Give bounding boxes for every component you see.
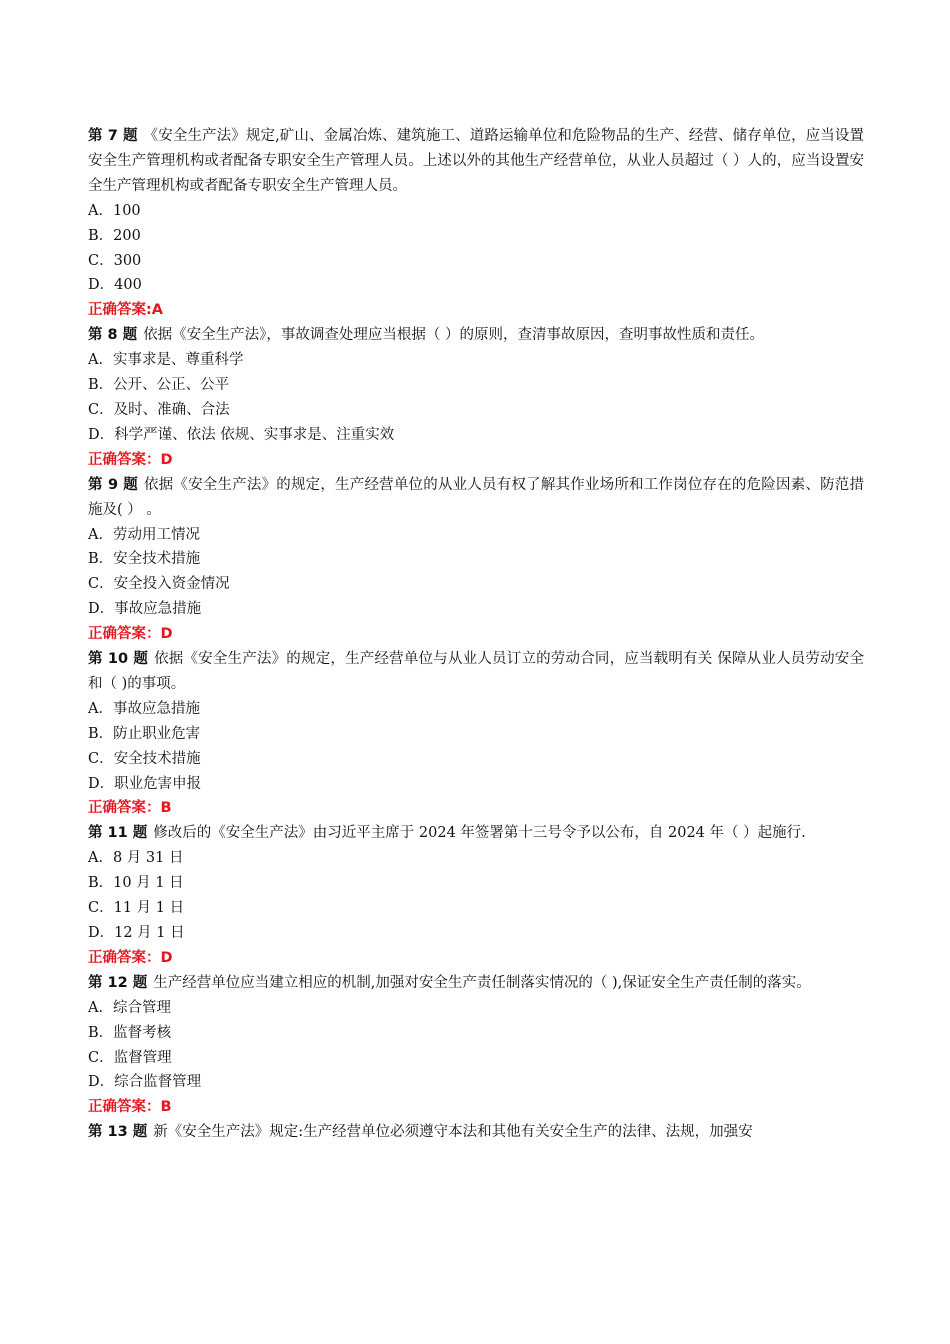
option-d: D．事故应急措施	[88, 601, 202, 618]
option-b: B．10 月 1 日	[88, 875, 184, 892]
option-b: B．安全技术措施	[88, 551, 201, 568]
option-a: A．100	[88, 202, 141, 219]
option-b: B．公开、公正、公平	[88, 377, 230, 394]
question-13	[88, 1120, 864, 1145]
option-a: A．劳动用工情况	[88, 526, 200, 543]
option-c: C．300	[88, 252, 142, 269]
question-text	[88, 473, 864, 523]
option-a: A．8 月 31 日	[88, 850, 184, 867]
option-c: C．安全投入资金情况	[88, 576, 230, 593]
option-a: A．事故应急措施	[88, 700, 200, 717]
option-d: D．科学严谨、依法 依规、实事求是、注重实效	[88, 426, 395, 443]
option-b: B．监督考核	[88, 1024, 172, 1041]
question-body: 依据《安全生产法》的规定，生产经营单位的从业人员有权了解其作业场所和工作岗位存在的危险因素、防范措施及( ） 。	[88, 476, 864, 518]
question-body: 依据《安全生产法》的规定，生产经营单位与从业人员订立的劳动合同，应当载明有关 保障从业人员劳动安全和（ )的事项。	[88, 651, 864, 692]
question-number: 第 12 题	[88, 974, 148, 991]
correct-answer: 正确答案：B	[88, 800, 172, 817]
option-c: C．及时、准确、合法	[88, 401, 230, 418]
question-number: 第 7 题	[88, 128, 138, 144]
option-b: B．200	[88, 227, 141, 244]
question-body: 新《安全生产法》规定:生产经营单位必须遵守本法和其他有关安全生产的法律、法规，加强安	[153, 1124, 753, 1141]
question-number: 第 13 题	[88, 1124, 148, 1141]
question-body: 《安全生产法》规定,矿山、金属冶炼、建筑施工、道路运输单位和危险物品的生产、经营、储存单位，应当设置安全生产管理机构或者配备专职安全生产管理人员。上述以外的其他生产经营单位，从业人员超过（ ）人的，应当设置安全生产管理机构或者配备专职安全生产管理人员。	[88, 128, 865, 194]
option-a: A．综合管理	[88, 999, 171, 1016]
correct-answer: 正确答案：B	[88, 1099, 172, 1116]
question-11	[88, 821, 864, 970]
question-text	[88, 323, 864, 348]
question-9	[88, 473, 864, 647]
document-page	[88, 124, 864, 1145]
question-number: 第 8 题	[88, 327, 138, 344]
question-number: 第 10 题	[88, 651, 149, 668]
question-text	[88, 971, 864, 996]
option-c: C．11 月 1 日	[88, 900, 185, 917]
correct-answer: 正确答案:A	[88, 302, 164, 319]
question-12	[88, 971, 864, 1120]
question-text	[88, 821, 864, 846]
question-text	[88, 647, 864, 697]
option-a: A．实事求是、尊重科学	[88, 352, 244, 369]
question-body: 修改后的《安全生产法》由习近平主席于 2024 年签署第十三号令予以公布，自 2024 年（ ）起施行.	[153, 825, 806, 842]
correct-answer: 正确答案：D	[88, 626, 173, 643]
option-c: C．监督管理	[88, 1049, 172, 1066]
question-number: 第 11 题	[88, 825, 148, 842]
question-text	[88, 1120, 864, 1145]
option-d: D．职业危害申报	[88, 775, 202, 792]
question-text	[88, 124, 864, 199]
question-number: 第 9 题	[88, 476, 138, 493]
option-d: D．400	[88, 277, 142, 294]
question-body: 依据《安全生产法》，事故调查处理应当根据（ ）的原则，查清事故原因，查明事故性质和责任。	[143, 327, 765, 344]
option-d: D．综合监督管理	[88, 1074, 202, 1091]
option-b: B．防止职业危害	[88, 725, 201, 742]
question-8	[88, 323, 864, 472]
correct-answer: 正确答案：D	[88, 451, 173, 468]
option-c: C．安全技术措施	[88, 750, 201, 767]
question-10	[88, 647, 864, 821]
option-d: D．12 月 1 日	[88, 925, 185, 941]
correct-answer: 正确答案：D	[88, 949, 173, 966]
question-7	[88, 124, 864, 323]
question-body: 生产经营单位应当建立相应的机制,加强对安全生产责任制落实情况的（ ),保证安全生产责任制的落实。	[153, 974, 811, 991]
